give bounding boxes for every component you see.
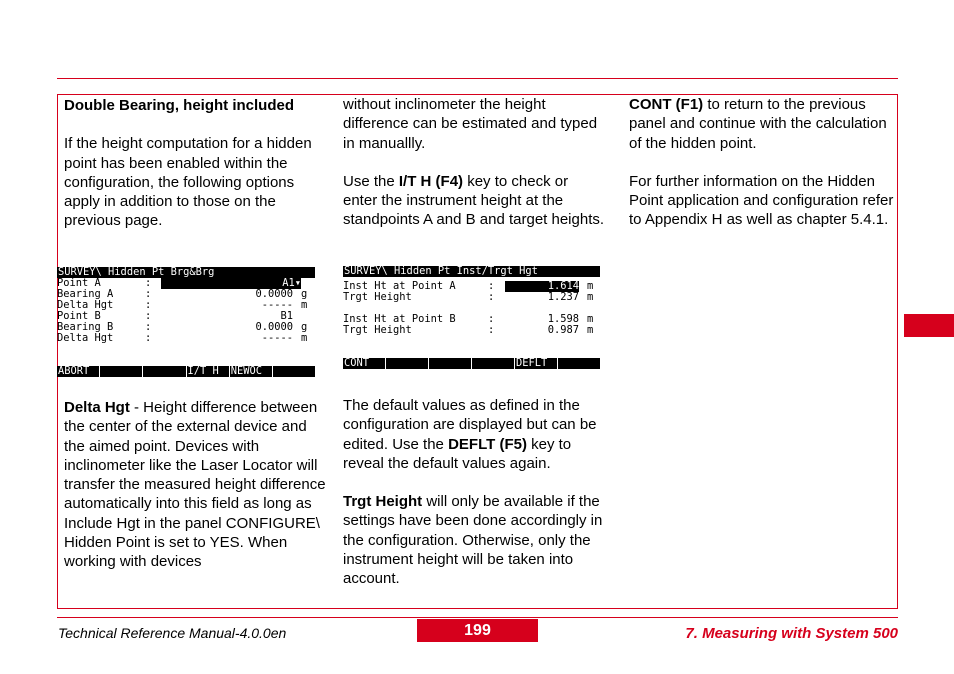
ith-key-paragraph: Use the I/T H (F4) key to check or enter the instrument height at the standpoints A and B and target heights. bbox=[343, 172, 605, 229]
trgt-height-b-field[interactable]: 0.987 bbox=[547, 324, 579, 336]
lcd-row: Delta Hgt : ----- m bbox=[57, 332, 308, 344]
page-number: 199 bbox=[417, 619, 538, 642]
f6-key[interactable] bbox=[558, 358, 600, 369]
further-info-paragraph: For further information on the Hidden Point application and configuration refer to Appendix H as well as chapter 5.4.1. bbox=[629, 172, 894, 229]
newoc-key[interactable]: NEWOC bbox=[230, 366, 273, 377]
f6-key[interactable] bbox=[273, 366, 315, 377]
point-a-select[interactable]: A1▾ bbox=[161, 278, 301, 289]
f2-key[interactable] bbox=[386, 358, 429, 369]
column2-top-text bbox=[343, 95, 605, 230]
ith-key[interactable]: I/T H bbox=[187, 366, 230, 377]
trgt-height-a-field[interactable]: 1.237 bbox=[547, 291, 579, 303]
column2-bottom-text bbox=[343, 396, 615, 589]
lcd-row: Point B : B1 bbox=[57, 310, 293, 322]
lcd-row: Bearing B : 0.0000 g bbox=[57, 321, 308, 333]
lcd-title: SURVEY\ Hidden Pt Inst/Trgt Hgt bbox=[343, 266, 600, 277]
top-rule bbox=[57, 78, 898, 79]
point-b-field[interactable]: B1 bbox=[280, 310, 293, 322]
manual-title: Technical Reference Manual-4.0.0en bbox=[58, 625, 287, 641]
lcd-row: Trgt Height : 1.237 m bbox=[343, 291, 594, 303]
lcd-function-keys bbox=[343, 358, 600, 369]
ith-key-label: I/T H (F4) bbox=[398, 172, 464, 190]
cont-key-paragraph: CONT (F1) to return to the previous panel and continue with the calculation of the hidden point. bbox=[629, 96, 887, 152]
inclinometer-paragraph: without inclinometer the height difference can be estimated and typed in manuallly. bbox=[343, 96, 598, 152]
lcd-row: Bearing A : 0.0000 g bbox=[57, 288, 308, 300]
inst-ht-a-field[interactable]: 1.614 bbox=[505, 281, 579, 292]
bottom-rule bbox=[57, 617, 898, 618]
lcd-row: Inst Ht at Point B : 1.598 m bbox=[343, 313, 594, 325]
bearing-a-field[interactable]: 0.0000 bbox=[255, 288, 293, 300]
chapter-title: 7. Measuring with System 500 bbox=[685, 625, 898, 642]
lcd-row: Inst Ht at Point A : 1.614 m bbox=[343, 280, 594, 292]
column3-top-text bbox=[629, 95, 894, 230]
f3-key[interactable] bbox=[429, 358, 472, 369]
column1-bottom-text bbox=[64, 398, 326, 572]
delta-hgt-paragraph: Delta Hgt - Height difference between the center of the external device and the aimed point. Devices with inclinometer like the Laser Locator will transfer the measured height difference automatically into this field as long as Include Hgt in the panel CONFIGURE\ Hidden Point is set to YES. When working with devices bbox=[64, 399, 326, 571]
abort-key[interactable]: ABORT bbox=[57, 366, 100, 377]
trgt-height-paragraph: Trgt Height will only be available if the settings have been done accordingly in the configuration. Otherwise, only the instrument height will be taken into account. bbox=[343, 493, 603, 588]
lcd-row: Delta Hgt : ----- m bbox=[57, 299, 308, 311]
f4-key[interactable] bbox=[472, 358, 515, 369]
delta-hgt-b-field[interactable]: ----- bbox=[261, 332, 293, 344]
column1-top-text bbox=[64, 96, 326, 231]
trgt-height-label: Trgt Height bbox=[343, 493, 423, 511]
default-values-paragraph: The default values as defined in the configuration are displayed but can be edited. Use the DEFLT (F5) key to reveal the default values again. bbox=[343, 397, 597, 472]
delta-hgt-label: Delta Hgt bbox=[64, 399, 130, 416]
f3-key[interactable] bbox=[143, 366, 186, 377]
section-heading: Double Bearing, height included bbox=[64, 97, 295, 114]
cont-key-label: CONT (F1) bbox=[629, 96, 704, 113]
bearing-b-field[interactable]: 0.0000 bbox=[255, 321, 293, 333]
deflt-key[interactable]: DEFLT bbox=[515, 358, 558, 369]
lcd-row: Trgt Height : 0.987 m bbox=[343, 324, 594, 336]
lcd-brg-brg-screen bbox=[57, 267, 315, 377]
inst-ht-b-field[interactable]: 1.598 bbox=[547, 313, 579, 325]
delta-hgt-a-field[interactable]: ----- bbox=[261, 299, 293, 311]
deflt-key-label: DEFLT (F5) bbox=[448, 435, 527, 453]
lcd-row: Point A : A1▾ bbox=[57, 277, 301, 289]
lcd-inst-trgt-screen bbox=[343, 266, 600, 369]
chapter-side-tab bbox=[904, 314, 954, 337]
f2-key[interactable] bbox=[100, 366, 143, 377]
intro-paragraph: If the height computation for a hidden point has been enabled within the configuration, the following options apply in addition to those on the previous page. bbox=[64, 135, 312, 230]
lcd-title: SURVEY\ Hidden Pt Brg&Brg bbox=[57, 267, 315, 278]
cont-key[interactable]: CONT bbox=[343, 358, 386, 369]
lcd-function-keys bbox=[57, 366, 315, 377]
